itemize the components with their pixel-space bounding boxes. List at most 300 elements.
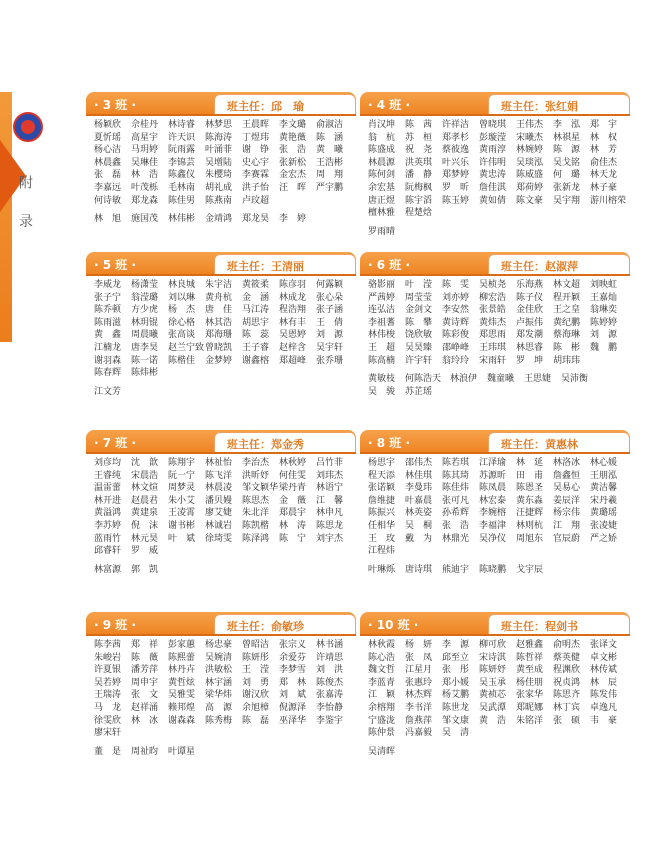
student-name: 陈 宁 [279,533,307,544]
teacher-name: 班主任：俞敏珍 [227,620,304,633]
student-name [279,367,316,380]
student-name [590,545,627,558]
student-name: 叶 滢 [405,280,433,290]
student-name: 黄舟杭 [205,292,233,303]
student-name: 郑龙森 [131,195,159,206]
student-name: 何佳雯 [279,470,307,481]
student-name: 邹文颖华 [242,483,279,494]
student-name: 黄敏枝 [368,374,396,385]
student-name: 陈思齐 [553,690,581,701]
student-name: 林诗睿 [168,120,196,130]
student-name: 刘映虹 [590,280,618,290]
class-panel [86,612,356,758]
student-name: 詹维捷 [368,495,396,506]
student-name: 陈俊杰 [316,677,344,688]
student-name: 林富源 [94,564,122,575]
student-name: 卓文彬 [590,652,618,663]
student-name: 黄溢鸿 [94,508,122,519]
student-name: 林 涛 [279,520,307,531]
student-name: 杨忠豪 [205,640,233,650]
student-name: 许伟明 [479,157,507,168]
student-name: 张新松 [279,157,307,168]
student-name: 刘 勇 [242,677,270,688]
student-name: 黄纪鹏 [553,317,581,328]
student-name: 朱宇洁 [205,280,233,290]
student-name [442,207,479,220]
student-name: 潘 静 [405,170,433,181]
teacher-name: 班主任：赵淑萍 [501,260,578,273]
student-name: 黄东淼 [516,495,544,506]
student-name: 林语宁 [316,483,344,494]
student-name: 曾昭洁 [242,640,270,650]
student-name: 刘宇杰 [316,533,344,544]
student-name: 许宇轩 [405,355,433,366]
student-name: 方少虎 [131,305,159,316]
student-name: 郑海珊 [205,330,233,341]
student-name: 王思婕 [524,374,552,385]
student-name: 詹鑫恒 [553,470,581,481]
student-name: 林 辰 [590,677,618,688]
student-name: 何露颖 [316,280,344,290]
student-name: 郑晨宇 [279,508,307,519]
student-name [553,207,590,220]
student-name: 汪捷辉 [516,508,544,519]
student-name: 毛林南 [168,182,196,193]
student-name: 余爱芬 [279,652,307,663]
student-name: 冯嘉毅 [405,728,433,739]
student-name: 李嘉远 [94,182,122,193]
student-name: 陈妍妤 [479,665,507,676]
student-name: 林 延 [516,458,544,468]
student-name: 金梦婷 [205,355,233,366]
student-name: 阮雨露 [168,145,196,156]
student-name: 吴昊臻 [405,342,433,353]
student-name: 陈燕南 [205,195,233,206]
student-name: 程楚焓 [405,208,433,219]
student-name: 陈鑫仪 [168,170,196,181]
student-name: 林开进 [94,495,122,506]
student-name: 赵雅鑫 [516,640,544,650]
extra-students [360,740,630,759]
student-name: 吴琰泓 [516,157,544,168]
teacher-tab [488,94,630,114]
student-name [479,727,516,740]
student-name [590,355,627,368]
student-name: 陈 蕊 [242,330,270,341]
student-name: 邵伟杰 [405,458,433,468]
student-name: 吕竹菲 [316,458,344,468]
student-name: 叶茂栎 [131,182,159,193]
student-name: 李蓝青 [368,677,396,688]
student-name: 吴武潭 [479,702,507,713]
student-name: 林诚岩 [205,520,233,531]
student-name: 林伟梭 [368,330,396,341]
student-name: 林晨凌 [205,483,233,494]
student-name: 温雷蕾 [94,483,122,494]
student-name: 连弘洁 [368,305,396,316]
student-name: 陈发伟 [590,690,618,701]
student-name: 郑 宇 [590,120,618,130]
student-name: 林传斌 [590,665,618,676]
student-name: 魏 鹏 [590,342,618,353]
student-name: 熊迪宇 [442,564,470,575]
student-name: 胡礼成 [205,182,233,193]
student-name [405,545,442,558]
student-name: 苏芷瑶 [405,386,433,397]
student-name: 官辰蔚 [553,533,581,544]
class-header [360,252,630,276]
student-name: 李威龙 [94,280,122,290]
student-name: 刘以琳 [168,292,196,303]
student-name [205,367,242,380]
student-name: 杨颖欣 [94,120,122,130]
student-name: 唐李昊 [131,342,159,353]
student-name: 林秋霞 [368,640,396,650]
student-name: 王凌霄 [168,508,196,519]
student-name: 吴 清 [442,728,470,739]
student-name: 赵兰宁致 [168,342,205,353]
class-panel [360,92,630,238]
student-name: 周 翔 [316,170,344,181]
student-name: 戈宇辰 [516,564,544,575]
student-name: 李赛霖 [242,170,270,181]
teacher-tab [214,94,356,114]
student-name: 陈高楠 [368,355,396,366]
student-name: 魏文哲 [368,665,396,676]
student-name: 陈佳炜 [442,483,470,494]
student-name: 谢汉欣 [242,690,270,701]
student-name: 林玥锟 [131,317,159,328]
student-name: 林申凡 [316,508,344,519]
student-name: 程渊欣 [553,665,581,676]
student-name: 肖汉坤 [368,120,396,130]
student-name: 潘贝嫚 [205,495,233,506]
extra-students [360,367,630,398]
student-name: 谢 铮 [242,145,270,156]
student-name: 马 龙 [94,702,122,713]
student-name [479,207,516,220]
student-name: 蔡海琳 [553,330,581,341]
student-name: 宋丹羲 [590,495,618,506]
student-name: 林文煊 [131,483,159,494]
class-panel [86,252,356,398]
student-name: 张凌婕 [590,520,618,531]
teacher-tab [488,432,630,452]
student-name: 宋雨轩 [479,355,507,366]
student-name: 黄 鑫 [94,330,122,341]
student-name: 黄至成 [516,665,544,676]
student-name: 黄诗辉 [442,317,470,328]
student-name: 黄哲炫 [168,677,196,688]
student-name: 马江涛 [242,305,270,316]
student-name [242,545,279,558]
student-name: 骆影丽 [368,280,396,290]
student-name [205,545,242,558]
student-name: 李梦雪 [279,665,307,676]
student-name: 吴若婷 [94,677,122,688]
student-name: 陈思杰 [242,495,270,506]
class-name: · 8 班 · [368,436,411,450]
class-header [360,430,630,454]
student-name: 杨 妍 [405,640,433,650]
student-name: 邱至立 [442,652,470,663]
student-name: 江 馨 [316,495,344,506]
student-name [316,367,353,380]
student-name: 陈晓鹏 [479,564,507,575]
student-name: 金剑文 [405,305,433,316]
student-name: 李锦芸 [168,157,196,168]
student-name: 游川榕荣 [590,195,627,206]
student-name: 张 磊 [94,170,122,181]
student-name: 林祉怡 [205,458,233,468]
student-name: 杨心洁 [94,145,122,156]
student-name: 余榕翔 [368,702,396,713]
student-name: 陈雨滋 [94,317,122,328]
student-name: 卢振伟 [516,317,544,328]
student-name: 张 浩 [279,145,307,156]
student-name: 罗雨晴 [368,226,396,237]
student-name [279,545,316,558]
student-name: 程天添 [368,470,396,481]
student-name: 谢鑫榕 [242,355,270,366]
student-name: 赵祥涌 [131,702,159,713]
class-name: · 9 班 · [94,618,137,632]
student-name: 刘 源 [590,330,618,341]
class-name: · 3 班 · [94,98,137,112]
student-name: 柳可欣 [479,640,507,650]
student-name: 詹佳淇 [479,182,507,193]
student-name: 黄建泉 [131,508,159,519]
student-name: 陈 彬 [553,342,581,353]
student-name: 陈若琪 [442,458,470,468]
student-name [442,545,479,558]
student-name: 黄雨淳 [479,145,507,156]
student-name: 王之皇 [553,305,581,316]
student-name: 孙希辉 [442,508,470,519]
student-name [516,207,553,220]
student-name: 吴婉清 [205,652,233,663]
student-name: 林宇涵 [205,677,233,688]
student-name: 王睿纯 [94,470,122,481]
student-name: 林佳琪 [405,470,433,481]
student-name: 李苏婷 [94,520,122,531]
student-name: 周祉昀 [131,746,159,757]
student-name: 洪昕妤 [242,470,270,481]
student-name [516,545,553,558]
student-name: 邹文康 [442,715,470,726]
student-name: 徐琦雯 [205,533,233,544]
student-name: 陈其琦 [442,470,470,481]
student-name: 俞明杰 [553,640,581,650]
student-name: 郑小媛 [442,677,470,688]
student-name: 金 薇 [279,495,307,506]
student-name: 王伟杰 [516,120,544,130]
teacher-name: 班主任：程剑书 [501,620,578,633]
student-name: 陈思龙 [316,520,344,531]
student-name: 陈乔顿 [94,305,122,316]
student-name: 陈 茜 [405,120,433,130]
student-name: 蔡英健 [553,652,581,663]
sidebar-title: 附 录 [17,175,33,238]
student-name: 江泽瑜 [479,458,507,468]
student-name: 程浩翔 [279,305,307,316]
teacher-tab [488,614,630,634]
student-name: 祝 尧 [405,145,433,156]
student-name: 陈海涛 [205,132,233,143]
student-name: 李治杰 [242,458,270,468]
student-name: 金靖鸿 [205,214,233,225]
student-name: 李鉴宇 [316,715,344,726]
student-name: 许靖思 [316,652,344,663]
student-name: 周晨曦 [131,330,159,341]
student-name: 林英姿 [405,508,433,519]
student-name [205,727,242,740]
student-name: 郑思雨 [479,330,507,341]
student-name: 陈翔宇 [168,458,196,468]
student-name: 林浪伊 [450,374,478,385]
student-name: 林宏泰 [479,495,507,506]
student-name: 洪子怡 [242,182,270,193]
student-name: 陈文豪 [516,195,544,206]
student-name: 刘 洪 [316,665,344,676]
student-name [553,727,590,740]
student-name: 郑荷婷 [516,182,544,193]
student-name: 林晨源 [368,157,396,168]
student-name: 李福津 [479,520,507,531]
student-name: 刘彦均 [94,458,122,468]
student-name: 林 旭 [94,214,122,225]
student-name: 阮梅枫 [405,182,433,193]
student-name: 严之娇 [590,533,618,544]
student-name: 潘芳萍 [131,665,159,676]
student-name: 刘 源 [316,330,344,341]
student-name: 余旭樟 [242,702,270,713]
teacher-name: 班主任：郑金秀 [227,438,304,451]
student-name: 张 浩 [442,520,470,531]
student-name: 陈 磊 [242,715,270,726]
student-name: 李文璐 [279,120,307,130]
student-name: 邱睿轩 [94,546,122,557]
student-name: 李书洋 [405,702,433,713]
student-name: 陈佳男 [168,195,196,206]
student-name: 江 翔 [553,520,581,531]
student-name: 王瑞涛 [94,690,122,701]
student-name: 陈熙蕾 [168,652,196,663]
student-name: 苏 桓 [405,132,433,143]
student-name: 严茜婷 [368,292,396,303]
student-name: 戴 为 [405,533,433,544]
student-grid [360,116,630,220]
student-name: 林成龙 [279,292,307,303]
student-name: 林元昊 [131,533,159,544]
student-name: 廖艾婕 [205,508,233,519]
student-name [131,727,168,740]
student-name: 罗 昕 [442,182,470,193]
student-name: 翁滢璐 [131,292,159,303]
student-name: 张子涵 [316,305,344,316]
student-name: 林丁宾 [553,702,581,713]
student-name: 林杰辉 [405,690,433,701]
student-name: 金宏杰 [279,170,307,181]
student-grid [360,454,630,558]
student-name: 林秋婷 [279,458,307,468]
student-name: 唐诗琪 [405,564,433,575]
student-name: 杨潇莹 [131,280,159,290]
student-grid [86,636,356,740]
class-name: · 5 班 · [94,258,137,272]
student-name: 李安然 [442,305,470,316]
student-name: 郑 祥 [131,640,159,650]
class-header [360,92,630,116]
student-name: 金 涵 [242,292,270,303]
student-name: 郑昵娜 [516,702,544,713]
student-name: 张家华 [516,690,544,701]
student-name [242,367,279,380]
student-name: 彭家蕙 [168,640,196,650]
student-name: 陈妍彤 [242,652,270,663]
student-name: 陈恩圣 [516,483,544,494]
student-name: 朱樱琦 [205,170,233,181]
student-name: 陈炜彬 [131,368,159,379]
student-name: 陈春辉 [94,368,122,379]
student-name: 蓝雨竹 [94,533,122,544]
student-name: 林有丰 [279,317,307,328]
teacher-name: 班主任：黄惠林 [501,438,578,451]
student-name [316,195,353,208]
student-name: 吴戈铭 [553,157,581,168]
extra-students [86,558,356,577]
student-name: 杨佳朋 [516,677,544,688]
student-name: 严宇鹏 [316,182,344,193]
student-name: 林则杭 [516,520,544,531]
student-name: 林子豪 [590,182,618,193]
class-name: · 6 班 · [368,258,411,272]
teacher-tab [488,254,630,274]
student-name: 刘亦婷 [442,292,470,303]
student-name: 黄洁馨 [590,483,618,494]
student-name: 俞淑洁 [316,120,344,130]
student-name: 吴宇轩 [316,342,344,353]
student-grid [86,454,356,558]
student-name: 魏童曦 [487,374,515,385]
student-name: 何诗敏 [94,195,122,206]
student-name: 廖宋轩 [94,728,122,739]
student-name: 林天龙 [590,170,618,181]
student-name: 杨宗伟 [553,508,581,519]
student-name: 陈婷婷 [590,317,618,328]
student-name: 曾晓凯 [205,342,233,353]
student-name: 陈 攀 [405,317,433,328]
student-name: 陈 雯 [442,280,470,290]
student-name: 檀林雅 [368,208,396,219]
student-name [590,727,627,740]
student-name: 韦 豪 [590,715,618,726]
student-name: 陈楷佳 [168,355,196,366]
student-name: 黄祯芯 [479,690,507,701]
student-name: 胡玮玮 [553,355,581,366]
class-header [86,92,356,116]
student-name: 李曼玮 [405,483,433,494]
teacher-name: 班主任：张红娟 [501,100,578,113]
student-name: 夏忻瑶 [94,132,122,143]
student-name: 林鼎光 [442,533,470,544]
student-name: 林思睿 [516,342,544,353]
student-name: 林心媛 [590,458,618,468]
student-name [168,727,205,740]
student-name: 姜辰洋 [553,495,581,506]
student-name: 林 权 [590,132,618,143]
student-name: 林梦思 [205,120,233,130]
